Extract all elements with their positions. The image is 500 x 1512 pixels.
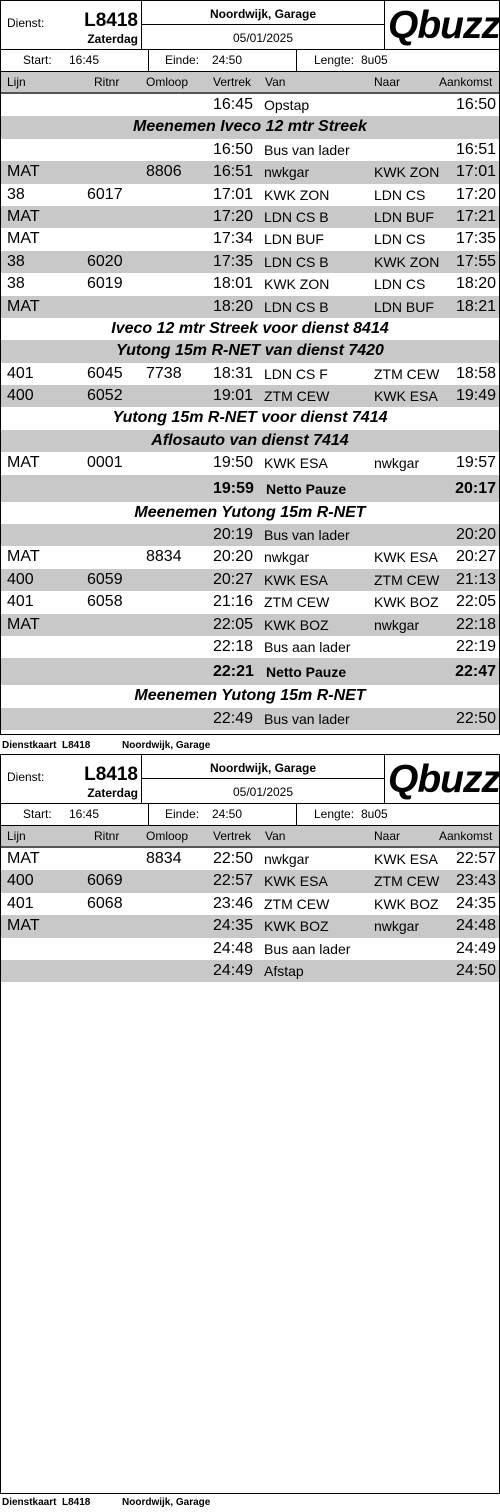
aankomst-cell: 18:20 bbox=[455, 275, 496, 293]
vertrek-cell: 17:20 bbox=[213, 207, 254, 225]
vertrek-cell: 24:48 bbox=[213, 939, 254, 957]
col-vertrek: Vertrek bbox=[213, 75, 252, 89]
naar-cell: LDN CS bbox=[374, 231, 426, 248]
sheet-header bbox=[1, 1, 499, 49]
vertrek-cell: 18:01 bbox=[213, 275, 254, 293]
aankomst-cell: 20:17 bbox=[455, 479, 496, 497]
table-row bbox=[1, 273, 499, 295]
location: Noordwijk, Garage bbox=[209, 761, 317, 775]
aankomst-cell: 22:57 bbox=[455, 850, 496, 867]
lijn-cell: MAT bbox=[7, 850, 40, 867]
van-cell: Afstap bbox=[264, 962, 304, 979]
table-row bbox=[1, 228, 499, 250]
ritnr-cell: 6020 bbox=[87, 252, 123, 270]
aankomst-cell: 22:19 bbox=[455, 637, 496, 655]
omloop-cell: 8834 bbox=[146, 850, 182, 867]
qbuzz-logo: Qbuzz bbox=[388, 758, 500, 801]
col-ritnr: Ritnr bbox=[94, 829, 120, 843]
dienst-box bbox=[1, 755, 142, 803]
section-title: Yutong 15m R-NET van dienst 7420 bbox=[116, 342, 384, 360]
aankomst-cell: 22:47 bbox=[455, 663, 496, 681]
van-cell: KWK ESA bbox=[264, 455, 328, 472]
vertrek-cell: 20:27 bbox=[213, 570, 254, 588]
sheet-header bbox=[1, 755, 499, 803]
lijn-cell: 400 bbox=[7, 570, 34, 588]
van-cell: ZTM CEW bbox=[264, 594, 330, 611]
date: 05/01/2025 bbox=[232, 31, 294, 45]
table-row bbox=[1, 870, 499, 892]
lijn-cell: 401 bbox=[7, 593, 34, 611]
vertrek-cell: 19:50 bbox=[213, 454, 254, 472]
vertrek-cell: 16:45 bbox=[213, 96, 254, 113]
section-title: Meenemen Iveco 12 mtr Streek bbox=[133, 118, 367, 136]
start-label: Start: bbox=[23, 807, 52, 821]
divider bbox=[142, 778, 384, 779]
van-cell: ZTM CEW bbox=[264, 388, 330, 405]
lijn-cell: MAT bbox=[7, 548, 40, 566]
section-title: Meenemen Yutong 15m R-NET bbox=[134, 687, 366, 705]
lijn-cell: MAT bbox=[7, 454, 40, 472]
table-row bbox=[1, 614, 499, 636]
vertrek-cell: 21:16 bbox=[213, 593, 254, 611]
naar-cell: KWK BOZ bbox=[374, 895, 439, 912]
aankomst-cell: 24:49 bbox=[455, 939, 496, 957]
vertrek-cell: 22:18 bbox=[213, 637, 254, 655]
einde-label: Einde: bbox=[165, 53, 200, 67]
van-cell: Bus van lader bbox=[264, 710, 350, 727]
ritnr-cell: 6068 bbox=[87, 894, 123, 912]
lengte-value: 8u05 bbox=[361, 53, 388, 67]
van-cell: LDN CS B bbox=[264, 253, 329, 270]
table-row bbox=[1, 139, 499, 161]
aankomst-cell: 17:55 bbox=[455, 252, 496, 270]
section-title-row bbox=[1, 685, 499, 707]
section-title-row bbox=[1, 502, 499, 524]
vertrek-cell: 16:50 bbox=[213, 140, 254, 158]
table-row bbox=[1, 960, 499, 982]
van-cell: ZTM CEW bbox=[264, 895, 330, 912]
lijn-cell: 400 bbox=[7, 872, 34, 890]
section-title-row bbox=[1, 116, 499, 138]
section-title-row bbox=[1, 430, 499, 452]
table-row bbox=[1, 251, 499, 273]
aankomst-cell: 24:35 bbox=[455, 894, 496, 912]
col-van: Van bbox=[265, 75, 286, 89]
table-row bbox=[1, 161, 499, 183]
col-aankomst: Aankomst bbox=[439, 75, 493, 89]
lijn-cell: 38 bbox=[7, 252, 25, 270]
table-row bbox=[1, 938, 499, 960]
ritnr-cell: 6059 bbox=[87, 570, 123, 588]
pause-row bbox=[1, 475, 499, 502]
van-cell: Bus aan lader bbox=[264, 638, 351, 655]
vertrek-cell: 18:31 bbox=[213, 364, 254, 382]
col-van: Van bbox=[265, 829, 286, 843]
omloop-cell: 8834 bbox=[146, 548, 182, 566]
omloop-cell: 7738 bbox=[146, 364, 182, 382]
table-row bbox=[1, 385, 499, 407]
naar-cell: LDN BUF bbox=[374, 208, 434, 225]
vertrek-cell: 23:46 bbox=[213, 894, 254, 912]
lijn-cell: MAT bbox=[7, 163, 40, 181]
start-time: 16:45 bbox=[69, 807, 100, 821]
aankomst-cell: 22:50 bbox=[455, 709, 496, 727]
aankomst-cell: 19:57 bbox=[455, 454, 496, 472]
ritnr-cell: 0001 bbox=[87, 454, 123, 472]
lijn-cell: MAT bbox=[7, 207, 40, 225]
vertrek-cell: 19:01 bbox=[213, 387, 254, 405]
sheet bbox=[0, 754, 500, 1494]
divider bbox=[296, 804, 297, 825]
dienstkaart-page-2 bbox=[0, 754, 500, 1512]
naar-cell: LDN CS bbox=[374, 276, 426, 293]
van-cell: Bus aan lader bbox=[264, 940, 351, 957]
van-cell: KWK BOZ bbox=[264, 918, 329, 935]
table-row bbox=[1, 363, 499, 385]
van-cell: KWK BOZ bbox=[264, 616, 329, 633]
aankomst-cell: 20:20 bbox=[455, 526, 496, 544]
naar-cell: LDN BUF bbox=[374, 298, 434, 315]
table-row bbox=[1, 893, 499, 915]
logo-box bbox=[385, 1, 499, 49]
table-row bbox=[1, 915, 499, 937]
naar-cell: KWK ESA bbox=[374, 549, 438, 566]
lijn-cell: MAT bbox=[7, 230, 40, 248]
location-box bbox=[142, 755, 385, 803]
times-bar bbox=[1, 49, 499, 72]
aankomst-cell: 17:21 bbox=[455, 207, 496, 225]
aankomst-cell: 18:58 bbox=[455, 364, 496, 382]
aankomst-cell: 21:13 bbox=[455, 570, 496, 588]
van-cell: Bus van lader bbox=[264, 141, 350, 158]
footer-location: Noordwijk, Garage bbox=[122, 740, 211, 751]
dienst-day: Zaterdag bbox=[87, 786, 138, 800]
naar-cell: ZTM CEW bbox=[374, 365, 440, 382]
van-cell: Bus van lader bbox=[264, 527, 350, 544]
footer-label: Dienstkaart bbox=[2, 1497, 57, 1508]
aankomst-cell: 16:51 bbox=[455, 140, 496, 158]
lijn-cell: 400 bbox=[7, 387, 34, 405]
table-row bbox=[1, 591, 499, 613]
pause-label: Netto Pauze bbox=[266, 480, 347, 497]
van-cell: KWK ESA bbox=[264, 873, 328, 890]
naar-cell: KWK ESA bbox=[374, 388, 438, 405]
section-title: Aflosauto van dienst 7414 bbox=[151, 431, 349, 449]
naar-cell: nwkgar bbox=[374, 455, 420, 472]
lijn-cell: 38 bbox=[7, 185, 25, 203]
aankomst-cell: 17:01 bbox=[455, 163, 496, 181]
dienst-box bbox=[1, 1, 142, 49]
naar-cell: KWK ESA bbox=[374, 851, 438, 867]
footer-label: Dienstkaart bbox=[2, 740, 57, 751]
naar-cell: nwkgar bbox=[374, 616, 420, 633]
qbuzz-logo: Qbuzz bbox=[388, 4, 500, 47]
section-title-row bbox=[1, 407, 499, 429]
van-cell: nwkgar bbox=[264, 851, 310, 867]
divider bbox=[148, 804, 149, 825]
footer-code: L8418 bbox=[62, 1497, 91, 1508]
divider bbox=[142, 24, 384, 25]
einde-time: 24:50 bbox=[212, 53, 243, 67]
col-ritnr: Ritnr bbox=[94, 75, 120, 89]
einde-label: Einde: bbox=[165, 807, 200, 821]
col-omloop: Omloop bbox=[146, 75, 189, 89]
section-title: Meenemen Yutong 15m R-NET bbox=[134, 503, 366, 521]
van-cell: LDN BUF bbox=[264, 231, 324, 248]
aankomst-cell: 22:18 bbox=[455, 615, 496, 633]
naar-cell: LDN CS bbox=[374, 186, 426, 203]
vertrek-cell: 22:49 bbox=[213, 709, 254, 727]
naar-cell: KWK ZON bbox=[374, 164, 440, 181]
van-cell: Opstap bbox=[264, 97, 310, 113]
table-row bbox=[1, 636, 499, 658]
col-aankomst: Aankomst bbox=[439, 829, 493, 843]
vertrek-cell: 20:19 bbox=[213, 526, 254, 544]
aankomst-cell: 17:20 bbox=[455, 185, 496, 203]
naar-cell: ZTM CEW bbox=[374, 571, 440, 588]
section-title: Iveco 12 mtr Streek voor dienst 8414 bbox=[111, 319, 389, 337]
vertrek-cell: 18:20 bbox=[213, 297, 254, 315]
ritnr-cell: 6058 bbox=[87, 593, 123, 611]
omloop-cell: 8806 bbox=[146, 163, 182, 181]
aankomst-cell: 19:49 bbox=[455, 387, 496, 405]
start-time: 16:45 bbox=[69, 53, 100, 67]
aankomst-cell: 22:05 bbox=[455, 593, 496, 611]
van-cell: nwkgar bbox=[264, 549, 310, 566]
table-row bbox=[1, 296, 499, 318]
dienst-day: Zaterdag bbox=[87, 32, 138, 46]
col-omloop: Omloop bbox=[146, 829, 189, 843]
table-row bbox=[1, 206, 499, 228]
pause-row bbox=[1, 658, 499, 685]
lijn-cell: MAT bbox=[7, 615, 40, 633]
section-title-row bbox=[1, 340, 499, 362]
aankomst-cell: 18:21 bbox=[455, 297, 496, 315]
table-row bbox=[1, 184, 499, 206]
vertrek-cell: 24:35 bbox=[213, 917, 254, 935]
divider bbox=[148, 50, 149, 71]
footer-location: Noordwijk, Garage bbox=[122, 1497, 211, 1508]
section-title-row bbox=[1, 318, 499, 340]
vertrek-cell: 22:21 bbox=[213, 663, 254, 681]
vertrek-cell: 22:05 bbox=[213, 615, 254, 633]
naar-cell: KWK ZON bbox=[374, 253, 440, 270]
einde-time: 24:50 bbox=[212, 807, 243, 821]
logo-box bbox=[385, 755, 499, 803]
naar-cell: nwkgar bbox=[374, 918, 420, 935]
schedule-rows bbox=[1, 94, 499, 730]
dienstkaart-page-1 bbox=[0, 0, 500, 752]
aankomst-cell: 16:50 bbox=[455, 96, 496, 113]
aankomst-cell: 23:43 bbox=[455, 872, 496, 890]
column-header bbox=[1, 826, 499, 848]
van-cell: KWK ZON bbox=[264, 186, 330, 203]
sheet bbox=[0, 0, 500, 735]
col-lijn: Lijn bbox=[7, 75, 26, 89]
start-label: Start: bbox=[23, 53, 52, 67]
table-row bbox=[1, 708, 499, 730]
table-row bbox=[1, 524, 499, 546]
dienst-label: Dienst: bbox=[7, 16, 45, 30]
van-cell: LDN CS B bbox=[264, 298, 329, 315]
van-cell: LDN CS F bbox=[264, 365, 328, 382]
dienst-label: Dienst: bbox=[7, 770, 45, 784]
lengte-value: 8u05 bbox=[361, 807, 388, 821]
lijn-cell: 38 bbox=[7, 275, 25, 293]
lijn-cell: 401 bbox=[7, 894, 34, 912]
vertrek-cell: 17:01 bbox=[213, 185, 254, 203]
section-title: Yutong 15m R-NET voor dienst 7414 bbox=[112, 409, 388, 427]
lijn-cell: MAT bbox=[7, 297, 40, 315]
lengte-label: Lengte: bbox=[314, 807, 355, 821]
col-vertrek: Vertrek bbox=[213, 829, 252, 843]
ritnr-cell: 6069 bbox=[87, 872, 123, 890]
ritnr-cell: 6052 bbox=[87, 387, 123, 405]
ritnr-cell: 6045 bbox=[87, 364, 123, 382]
col-naar: Naar bbox=[374, 829, 401, 843]
vertrek-cell: 19:59 bbox=[213, 479, 254, 497]
van-cell: KWK ESA bbox=[264, 571, 328, 588]
column-header bbox=[1, 72, 499, 94]
naar-cell: KWK BOZ bbox=[374, 594, 439, 611]
col-naar: Naar bbox=[374, 75, 401, 89]
table-row bbox=[1, 452, 499, 474]
aankomst-cell: 20:27 bbox=[455, 548, 496, 566]
vertrek-cell: 20:20 bbox=[213, 548, 254, 566]
lijn-cell: MAT bbox=[7, 917, 40, 935]
table-row bbox=[1, 569, 499, 591]
col-lijn: Lijn bbox=[7, 829, 26, 843]
location: Noordwijk, Garage bbox=[209, 7, 317, 21]
lijn-cell: 401 bbox=[7, 364, 34, 382]
table-row bbox=[1, 546, 499, 568]
footer-code: L8418 bbox=[62, 740, 91, 751]
naar-cell: ZTM CEW bbox=[374, 873, 440, 890]
vertrek-cell: 24:49 bbox=[213, 961, 254, 979]
ritnr-cell: 6019 bbox=[87, 275, 123, 293]
times-bar bbox=[1, 803, 499, 826]
schedule-rows bbox=[1, 848, 499, 982]
table-row bbox=[1, 94, 499, 116]
dienst-code: L8418 bbox=[84, 10, 138, 31]
ritnr-cell: 6017 bbox=[87, 185, 123, 203]
location-box bbox=[142, 1, 385, 49]
table-row bbox=[1, 848, 499, 870]
pause-label: Netto Pauze bbox=[266, 664, 347, 681]
vertrek-cell: 17:35 bbox=[213, 252, 254, 270]
aankomst-cell: 24:50 bbox=[455, 961, 496, 979]
lengte-label: Lengte: bbox=[314, 53, 355, 67]
vertrek-cell: 16:51 bbox=[213, 163, 254, 181]
van-cell: nwkgar bbox=[264, 164, 310, 181]
date: 05/01/2025 bbox=[232, 785, 294, 799]
vertrek-cell: 22:50 bbox=[213, 850, 254, 867]
divider bbox=[296, 50, 297, 71]
vertrek-cell: 22:57 bbox=[213, 872, 254, 890]
van-cell: LDN CS B bbox=[264, 208, 329, 225]
aankomst-cell: 17:35 bbox=[455, 230, 496, 248]
aankomst-cell: 24:48 bbox=[455, 917, 496, 935]
dienst-code: L8418 bbox=[84, 764, 138, 785]
vertrek-cell: 17:34 bbox=[213, 230, 254, 248]
van-cell: KWK ZON bbox=[264, 276, 330, 293]
